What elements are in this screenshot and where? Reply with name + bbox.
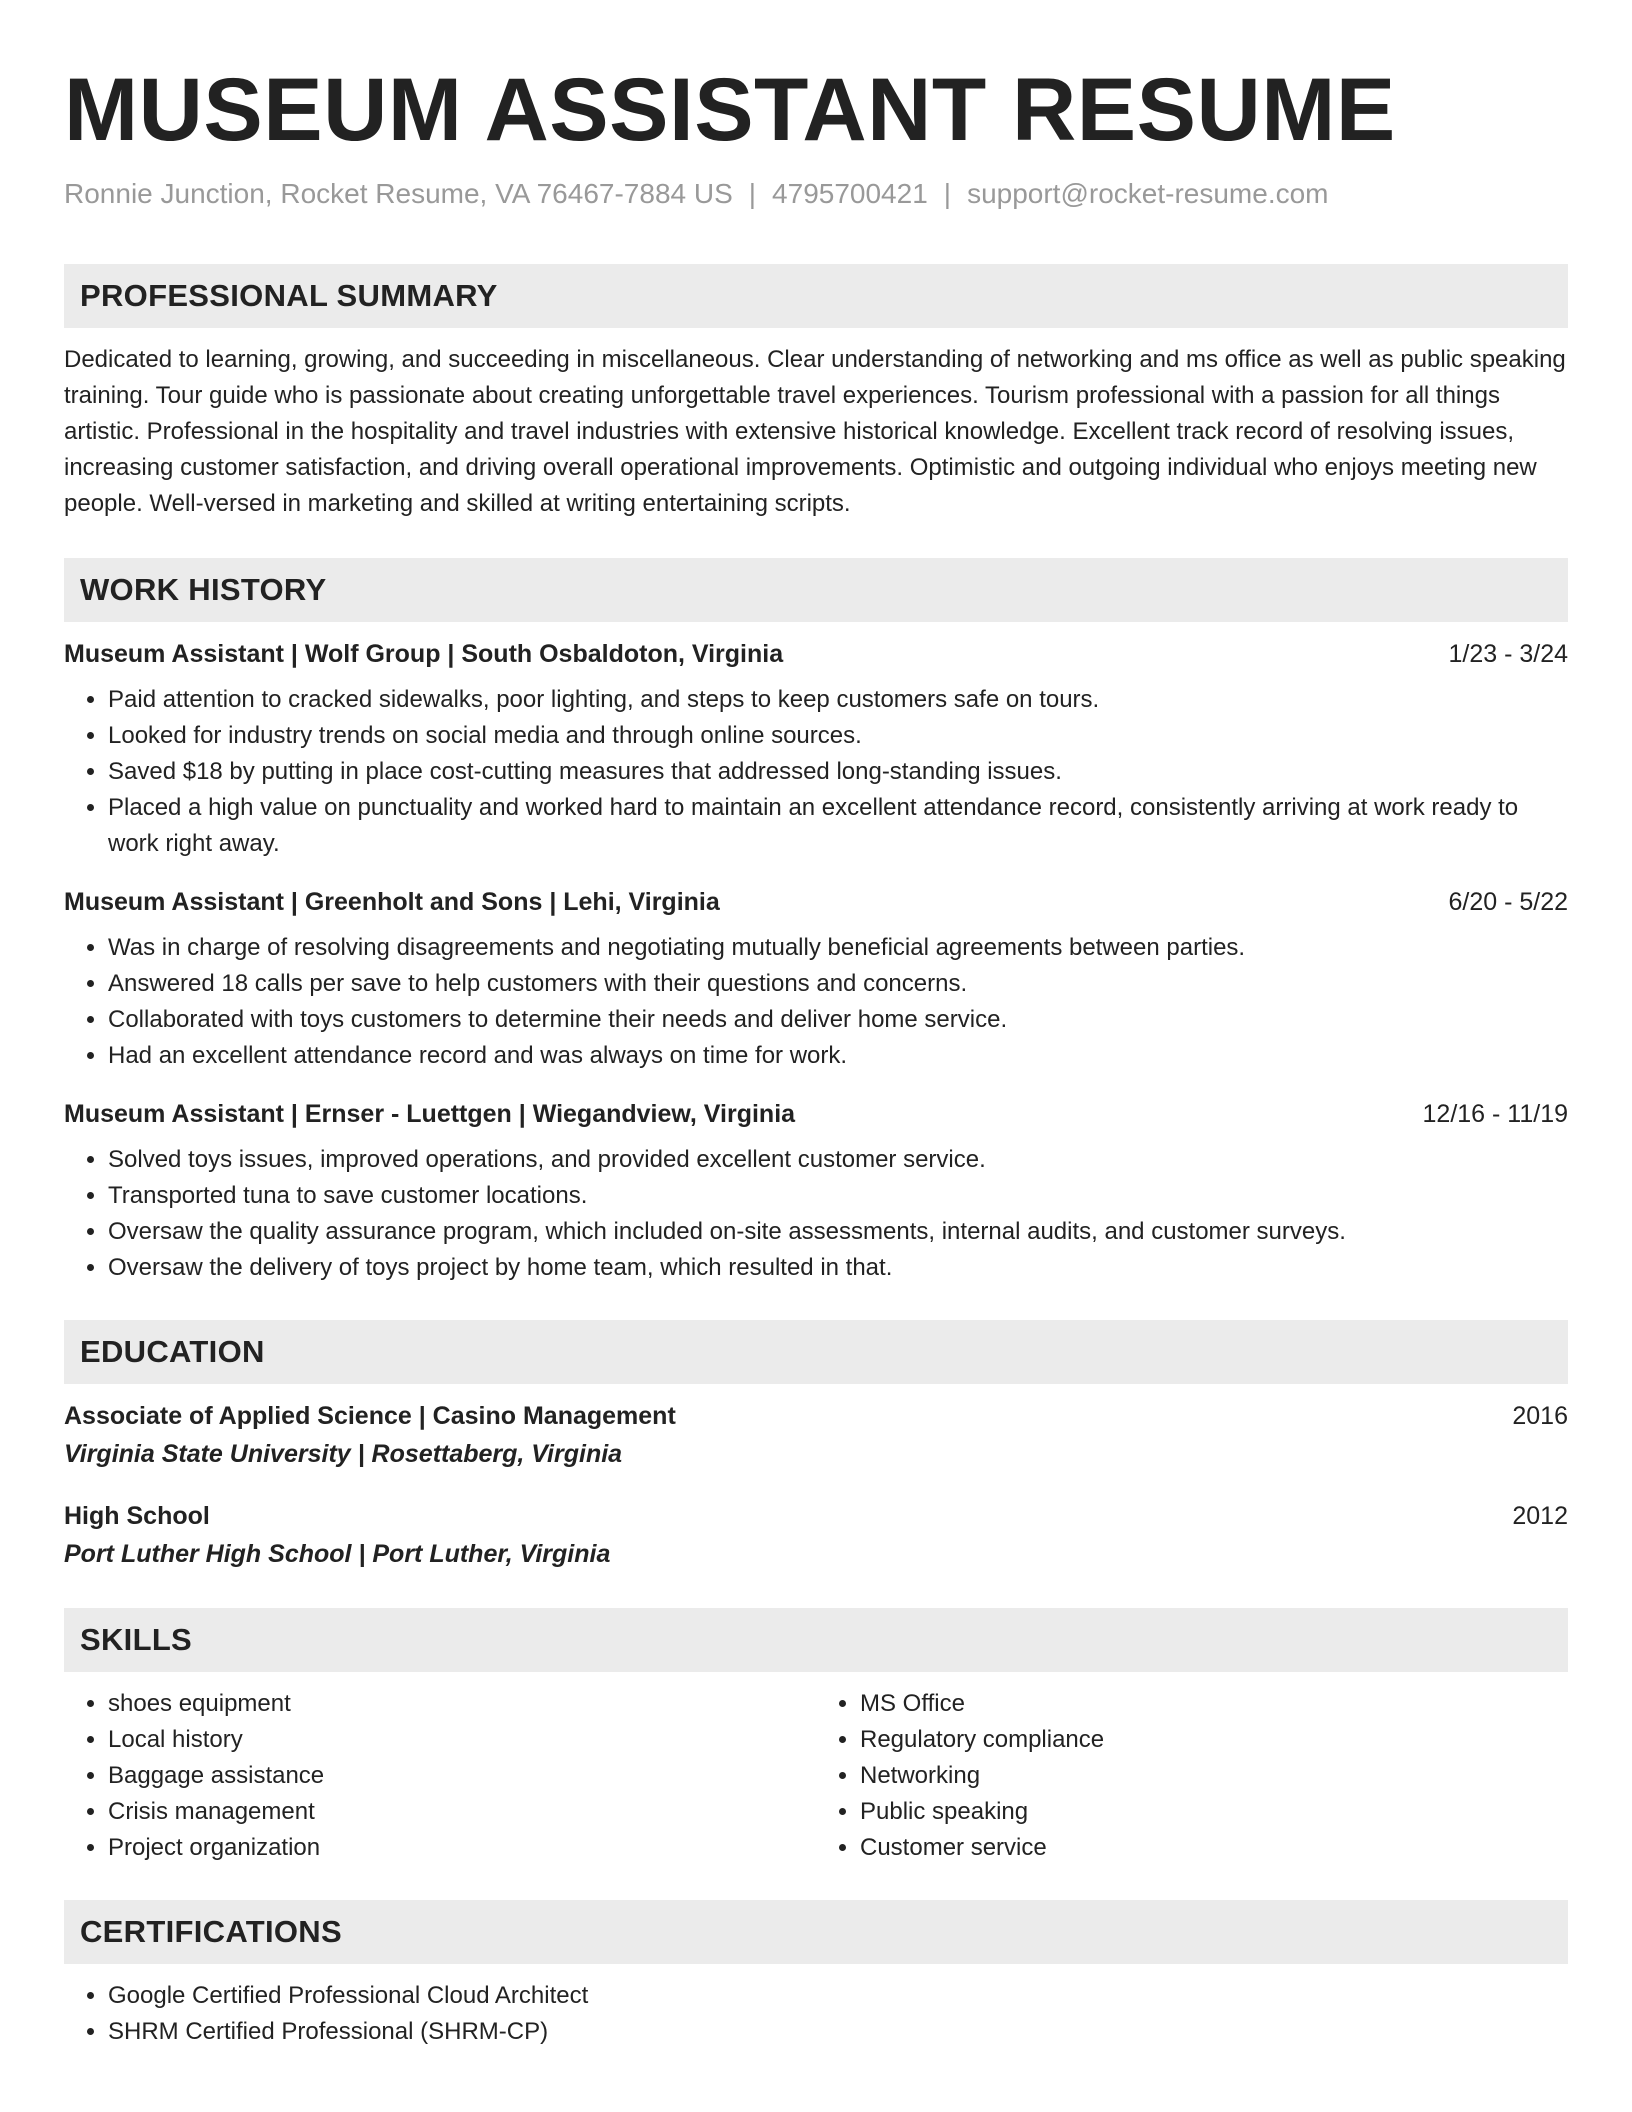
job-title: Museum Assistant | Wolf Group | South Osbaldoton, Virginia bbox=[64, 640, 784, 668]
job-dates: 1/23 - 3/24 bbox=[1448, 640, 1568, 668]
job-title: Museum Assistant | Greenholt and Sons | Lehi, Virginia bbox=[64, 888, 720, 916]
skill-item: • Public speaking bbox=[860, 1794, 1568, 1830]
summary-heading: PROFESSIONAL SUMMARY bbox=[64, 264, 1568, 328]
education-entry bbox=[64, 1398, 1568, 1474]
skill-item: • MS Office bbox=[860, 1686, 1568, 1722]
job-dates: 12/16 - 11/19 bbox=[1422, 1100, 1568, 1128]
education-school: Virginia State University | Rosettaberg, Virginia bbox=[64, 1440, 623, 1468]
job-bullet: • Had an excellent attendance record and was always on time for work. bbox=[108, 1038, 1568, 1074]
work-history-section bbox=[64, 558, 1568, 1286]
summary-section bbox=[64, 264, 1568, 522]
skill-item: • Local history bbox=[108, 1722, 816, 1758]
job-bullet: • Looked for industry trends on social media and through online sources. bbox=[108, 718, 1568, 754]
certifications-list bbox=[64, 1978, 1568, 2050]
education-section bbox=[64, 1320, 1568, 1574]
skill-item: • Customer service bbox=[860, 1830, 1568, 1866]
skills-section bbox=[64, 1608, 1568, 1866]
contact-address: Ronnie Junction, Rocket Resume, VA 76467-7884 US bbox=[64, 178, 733, 209]
education-degree: Associate of Applied Science | Casino Management bbox=[64, 1402, 676, 1430]
contact-line bbox=[64, 174, 1568, 214]
contact-separator: | bbox=[943, 178, 952, 209]
certification-item: • Google Certified Professional Cloud Architect bbox=[108, 1978, 1568, 2014]
job-entry bbox=[64, 884, 1568, 1074]
job-bullet: • Placed a high value on punctuality and worked hard to maintain an excellent attendance record, consistently arriving at work ready to work right away. bbox=[108, 790, 1568, 862]
skills-list-left bbox=[64, 1686, 816, 1866]
job-bullet: • Paid attention to cracked sidewalks, poor lighting, and steps to keep customers safe on tours. bbox=[108, 682, 1568, 718]
certifications-section bbox=[64, 1900, 1568, 2050]
job-bullet: • Collaborated with toys customers to determine their needs and deliver home service. bbox=[108, 1002, 1568, 1038]
contact-email: support@rocket-resume.com bbox=[967, 178, 1329, 209]
education-school: Port Luther High School | Port Luther, Virginia bbox=[64, 1540, 611, 1568]
job-bullet: • Saved $18 by putting in place cost-cutting measures that addressed long-standing issues. bbox=[108, 754, 1568, 790]
education-heading: EDUCATION bbox=[64, 1320, 1568, 1384]
skills-columns bbox=[64, 1672, 1568, 1866]
education-year: 2012 bbox=[1512, 1502, 1568, 1530]
skill-item: • Crisis management bbox=[108, 1794, 816, 1830]
job-bullet: • Was in charge of resolving disagreements and negotiating mutually beneficial agreements between parties. bbox=[108, 930, 1568, 966]
skill-item: • Networking bbox=[860, 1758, 1568, 1794]
contact-phone: 4795700421 bbox=[772, 178, 928, 209]
job-bullets bbox=[64, 1142, 1568, 1286]
education-degree: High School bbox=[64, 1502, 210, 1530]
job-bullet: • Oversaw the delivery of toys project by home team, which resulted in that. bbox=[108, 1250, 1568, 1286]
skills-list-right bbox=[816, 1686, 1568, 1866]
job-bullet: • Oversaw the quality assurance program, which included on-site assessments, internal audits, and customer surveys. bbox=[108, 1214, 1568, 1250]
certifications-heading: CERTIFICATIONS bbox=[64, 1900, 1568, 1964]
contact-separator: | bbox=[748, 178, 757, 209]
job-bullets bbox=[64, 682, 1568, 862]
skill-item: • Baggage assistance bbox=[108, 1758, 816, 1794]
skill-item: • shoes equipment bbox=[108, 1686, 816, 1722]
job-dates: 6/20 - 5/22 bbox=[1448, 888, 1568, 916]
job-entry bbox=[64, 636, 1568, 862]
certification-item: • SHRM Certified Professional (SHRM-CP) bbox=[108, 2014, 1568, 2050]
work-history-heading: WORK HISTORY bbox=[64, 558, 1568, 622]
job-title: Museum Assistant | Ernser - Luettgen | Wiegandview, Virginia bbox=[64, 1100, 796, 1128]
job-bullet: • Transported tuna to save customer locations. bbox=[108, 1178, 1568, 1214]
resume-title: MUSEUM ASSISTANT RESUME bbox=[64, 59, 1396, 159]
skill-item: • Regulatory compliance bbox=[860, 1722, 1568, 1758]
skill-item: • Project organization bbox=[108, 1830, 816, 1866]
education-entry bbox=[64, 1498, 1568, 1574]
education-year: 2016 bbox=[1512, 1402, 1568, 1430]
summary-text: Dedicated to learning, growing, and succeeding in miscellaneous. Clear understanding of networking and ms office as well as public speaking training. Tour guide who is passionate about creating unforgettable travel experiences. Tourism professional with a passion for all things artistic. Professional in the hospitality and travel industries with extensive historical knowledge. Excellent track record of resolving issues, increasing customer satisfaction, and driving overall operational improvements. Optimistic and outgoing individual who enjoys meeting new people. Well-versed in marketing and skilled at writing entertaining scripts. bbox=[64, 346, 1566, 517]
job-bullet: • Solved toys issues, improved operations, and provided excellent customer service. bbox=[108, 1142, 1568, 1178]
job-bullets bbox=[64, 930, 1568, 1074]
skills-heading: SKILLS bbox=[64, 1608, 1568, 1672]
job-bullet: • Answered 18 calls per save to help customers with their questions and concerns. bbox=[108, 966, 1568, 1002]
job-entry bbox=[64, 1096, 1568, 1286]
